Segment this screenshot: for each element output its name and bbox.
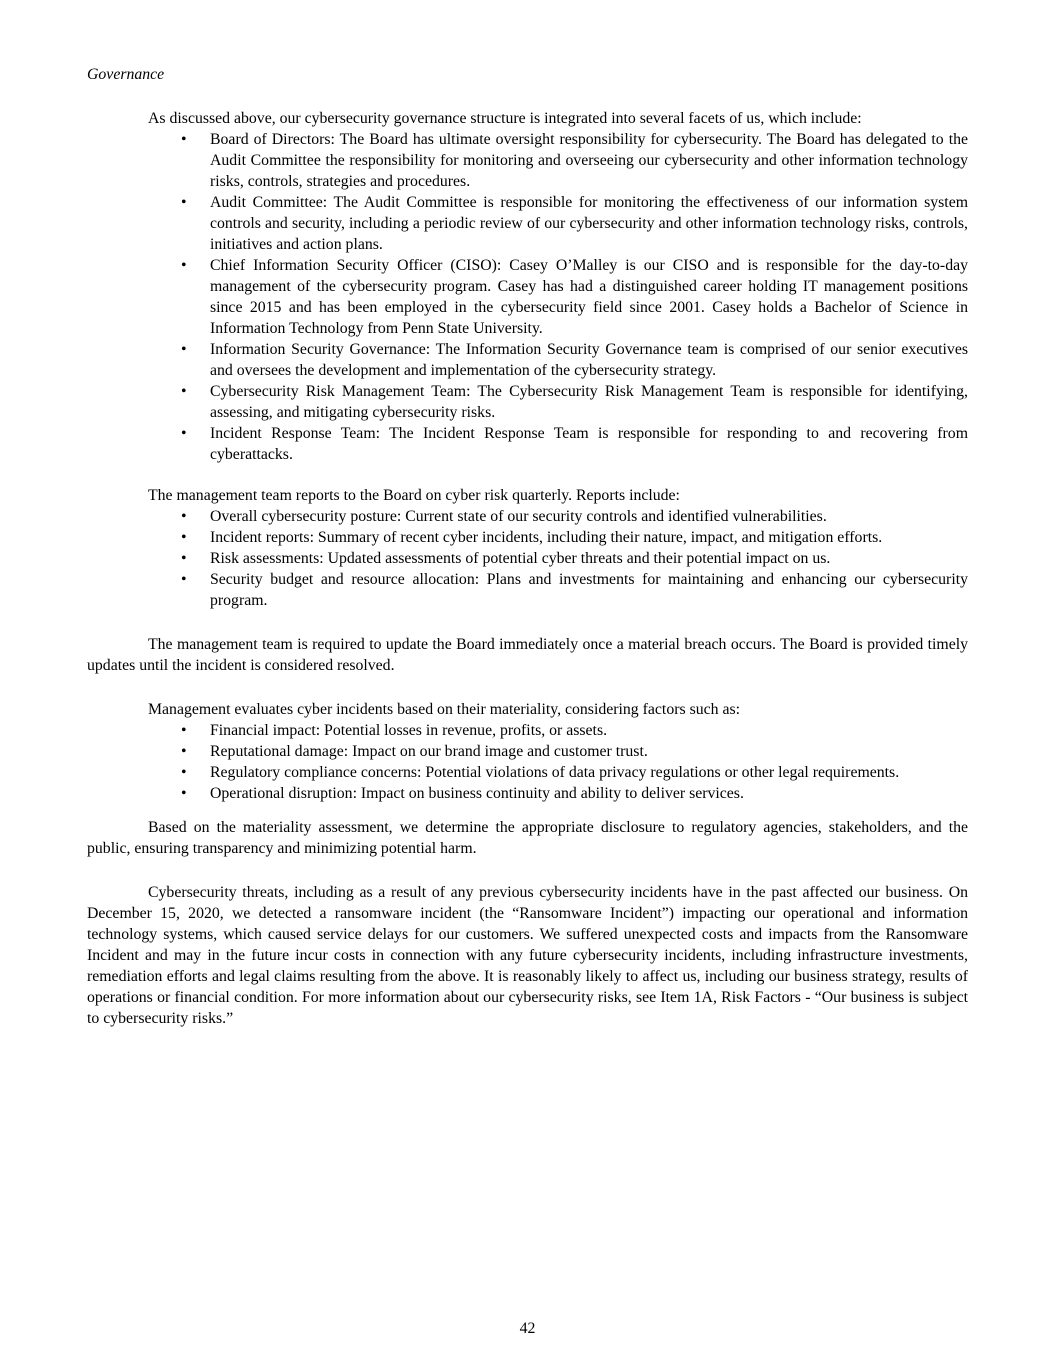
bullet-item: • Overall cybersecurity posture: Current state of our security controls and identified vulnerabilities. [181,506,968,527]
bullet-item: • Incident reports: Summary of recent cyber incidents, including their nature, impact, and mitigation efforts. [181,527,968,548]
bullet-item: • Security budget and resource allocation: Plans and investments for maintaining and enhancing our cybersecurity program. [181,569,968,611]
bullet-item: • Board of Directors: The Board has ultimate oversight responsibility for cybersecurity. The Board has delegated to the Audit Committee the responsibility for monitoring and overseeing our cybersecurity and other information technology risks, controls, strategies and procedures. [181,129,968,192]
breach-update-paragraph: The management team is required to update the Board immediately once a material breach occurs. The Board is provided timely updates until the incident is considered resolved. [87,636,968,674]
report-bullet-list [87,506,968,611]
bullet-item: • Information Security Governance: The Information Security Governance team is comprised of our senior executives and oversees the development and implementation of the cybersecurity strategy. [181,339,968,381]
bullet-item: • Incident Response Team: The Incident Response Team is responsible for responding to and recovering from cyberattacks. [181,423,968,465]
incident-history-paragraph: Cybersecurity threats, including as a result of any previous cybersecurity incidents have in the past affected our business. On December 15, 2020, we detected a ransomware incident (the “Ransomware Incident”) impacting our operational and information technology systems, which caused service delays for our customers. We suffered unexpected costs and impacts from the Ransomware Incident and may in the future incur costs in connection with any future cybersecurity incidents, including infrastructure investments, remediation efforts and legal claims resulting from the above. It is reasonably likely to affect us, including our business strategy, results of operations or financial condition. For more information about our cybersecurity risks, see Item 1A, Risk Factors - “Our business is subject to cybersecurity risks.” [87,884,968,1027]
page-number: 42 [519,1320,536,1337]
bullet-item: • Financial impact: Potential losses in revenue, profits, or assets. [181,720,968,741]
bullet-item: • Chief Information Security Officer (CISO): Casey O’Malley is our CISO and is responsible for the day-to-day management of the cybersecurity program. Casey has had a distinguished career holding IT management positions since 2015 and has been employed in the cybersecurity field since 2001. Casey holds a Bachelor of Science in Information Technology from Penn State University. [181,255,968,339]
bullet-item: • Regulatory compliance concerns: Potential violations of data privacy regulations or other legal requirements. [181,762,968,783]
bullet-item: • Cybersecurity Risk Management Team: The Cybersecurity Risk Management Team is responsible for identifying, assessing, and mitigating cybersecurity risks. [181,381,968,423]
bullet-item: • Risk assessments: Updated assessments of potential cyber threats and their potential impact on us. [181,548,968,569]
materiality-bullet-list [87,720,968,804]
reports-intro-paragraph: The management team reports to the Board on cyber risk quarterly. Reports include: [148,487,680,504]
governance-bullet-list [87,129,968,465]
intro-paragraph: As discussed above, our cybersecurity governance structure is integrated into several facets of us, which include: [148,110,862,127]
bullet-item: • Audit Committee: The Audit Committee is responsible for monitoring the effectiveness of our information system controls and security, including a periodic review of our cybersecurity and other information technology risks, controls, initiatives and action plans. [181,192,968,255]
bullet-item: • Reputational damage: Impact on our brand image and customer trust. [181,741,968,762]
materiality-intro-paragraph: Management evaluates cyber incidents based on their materiality, considering factors such as: [148,701,741,718]
section-heading: Governance [87,66,165,83]
disclosure-paragraph: Based on the materiality assessment, we determine the appropriate disclosure to regulatory agencies, stakeholders, and the public, ensuring transparency and minimizing potential harm. [87,819,968,857]
bullet-item: • Operational disruption: Impact on business continuity and ability to deliver services. [181,783,968,804]
